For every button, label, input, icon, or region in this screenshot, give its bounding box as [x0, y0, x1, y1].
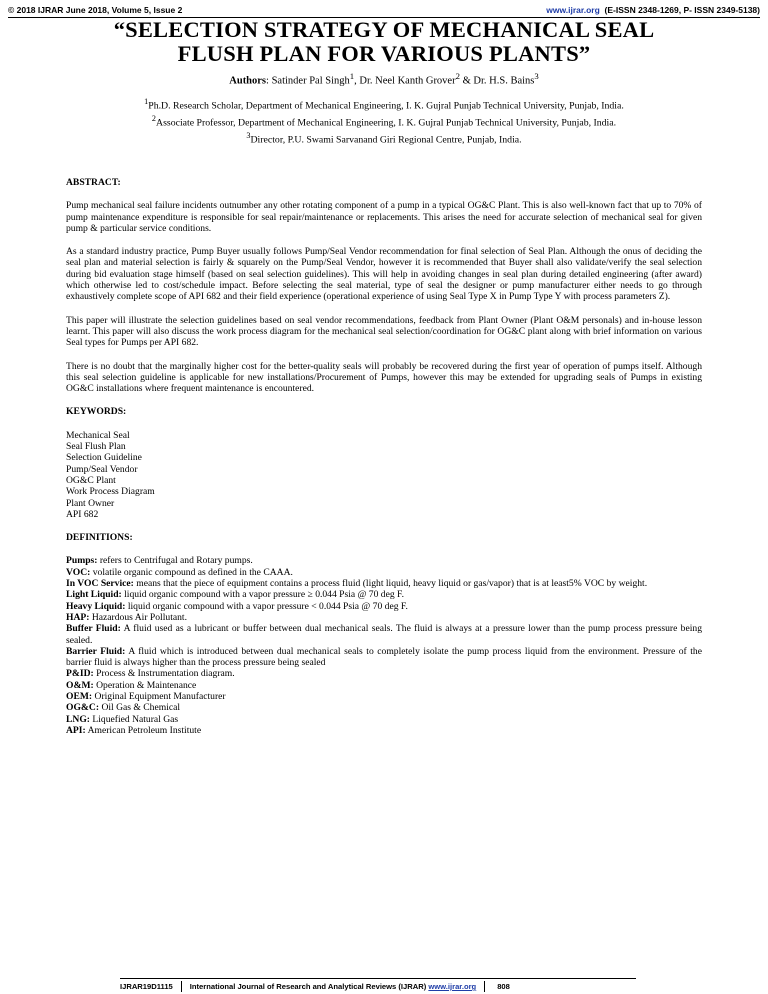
footer-journal: International Journal of Research and Analytical Reviews (IJRAR) — [189, 982, 427, 991]
affiliation-3: $^3$Director, P.U. Swami Sarvanand Giri Regional Centre, Punjab, India. — [246, 130, 522, 145]
definition-item: In VOC Service: means that the piece of equipment contains a process fluid (light liquid, heavy liquid or gas/vapor) that is at least5% VOC by weight. — [66, 578, 648, 590]
affiliations — [0, 96, 768, 146]
definition-item: VOC: volatile organic compound as defined in the CAAA. — [66, 566, 293, 578]
author-1: Satinder Pal Singh — [271, 75, 350, 87]
definition-item: OG&C: Oil Gas & Chemical — [66, 702, 181, 714]
abstract-heading: ABSTRACT: — [66, 177, 121, 188]
definition-item: Barrier Fluid: A fluid which is introduced between dual mechanical seals to completely isolate the pump process liquid from the environment. Pressure of the barrier fluid is always higher than the process pressure being sealed — [66, 645, 702, 669]
keyword-item: Mechanical Seal — [66, 429, 130, 441]
definition-item: P&ID: Process & Instrumentation diagram. — [66, 668, 235, 680]
paper-body — [66, 177, 702, 736]
title-line-1: “SELECTION STRATEGY OF MECHANICAL SEAL — [113, 17, 655, 42]
affiliation-2: $^2$Associate Professor, Department of Mechanical Engineering, I. K. Gujral Punjab Technical University, Punjab, India. — [151, 113, 617, 129]
footer-site-link[interactable]: www.ijrar.org — [428, 982, 477, 991]
keywords-list — [66, 430, 702, 520]
keyword-item: Selection Guideline — [66, 452, 142, 464]
author-3: Dr. H.S. Bains — [473, 75, 535, 87]
definition-item: O&M: Operation & Maintenance — [66, 679, 197, 691]
definition-item: API: American Petroleum Institute — [66, 724, 202, 736]
keyword-item: Plant Owner — [66, 497, 115, 509]
keyword-item: Seal Flush Plan — [66, 441, 126, 453]
header-issn: (E-ISSN 2348-1269, P- ISSN 2349-5138) — [604, 5, 760, 15]
footer-code: IJRAR19D1115 — [120, 982, 173, 991]
definitions-heading: DEFINITIONS: — [66, 532, 133, 544]
author-2: Dr. Neel Kanth Grover — [359, 75, 456, 87]
header-site-link[interactable]: www.ijrar.org — [546, 5, 600, 15]
header-right — [546, 5, 760, 15]
authors-label: Authors — [229, 75, 267, 87]
paper-title — [0, 18, 768, 66]
definition-item: OEM: Original Equipment Manufacturer — [66, 690, 226, 702]
footer-separator — [181, 981, 182, 992]
affiliation-1: $^1$Ph.D. Research Scholar, Department of Mechanical Engineering, I. K. Gujral Punjab Technical University, Punjab, India. — [144, 97, 624, 112]
keyword-item: Work Process Diagram — [66, 486, 155, 498]
keyword-item: API 682 — [66, 508, 99, 520]
definition-item: HAP: Hazardous Air Pollutant. — [66, 611, 187, 623]
definition-item: LNG: Liquefied Natural Gas — [66, 713, 179, 725]
abstract-paragraph-3: This paper will illustrate the selection guidelines based on seal vendor recommendations, feedback from Plant Owner (Plant O&M personals) and in-house lesson learnt. This paper will also discuss the work process diagram for the mechanical seal selection/coordination for OG&C plant along with brief information on various Seal types for Pumps per API 682. — [66, 314, 702, 349]
abstract-paragraph-4: There is no doubt that the marginally higher cost for the better-quality seals will probably be recovered during the first year of operation of pumps itself. Although this seal selection guideline is applicable for new installations/Procurement of Pumps, however this may be extended for upgrading seals of Pumps in existing OG&C installations where frequent maintenance is encountered. — [66, 360, 702, 395]
title-line-2: FLUSH PLAN FOR VARIOUS PLANTS” — [177, 41, 591, 66]
keyword-item: Pump/Seal Vendor — [66, 463, 138, 475]
keywords-heading: KEYWORDS: — [66, 406, 127, 418]
definitions-list — [66, 555, 702, 736]
definition-item: Light Liquid: liquid organic compound with a vapor pressure ≥ 0.044 Psia @ 70 deg F. — [66, 589, 405, 601]
header-left: © 2018 IJRAR June 2018, Volume 5, Issue 2 — [8, 5, 183, 15]
page-number: 808 — [497, 982, 510, 991]
definition-item: Pumps: refers to Centrifugal and Rotary pumps. — [66, 555, 253, 567]
authors: Authors: Satinder Pal Singh$^1$, Dr. Neel Kanth Grover$^2$ & Dr. H.S. Bains$^3$ — [229, 71, 539, 87]
definition-item: Heavy Liquid: liquid organic compound with a vapor pressure < 0.044 Psia @ 70 deg F. — [66, 600, 408, 612]
keyword-item: OG&C Plant — [66, 474, 116, 486]
page-footer — [120, 978, 636, 992]
abstract-paragraph-1: Pump mechanical seal failure incidents outnumber any other rotating component of a pump in a typical OG&C Plant. This is also well-known fact that up to 70% of pump maintenance expenditure is responsible for seal repair/maintenance or replacements. This arises the need for accurate selection of mechanical seal for given pump & particular service conditions. — [66, 200, 702, 234]
definition-item: Buffer Fluid: A fluid used as a lubricant or buffer between dual mechanical seals. The fluid is always at a pressure lower than the pump process pressure being sealed. — [66, 623, 702, 646]
page-header — [8, 5, 760, 15]
footer-separator — [484, 981, 485, 992]
abstract-paragraph-2: As a standard industry practice, Pump Buyer usually follows Pump/Seal Vendor recommendation for final selection of Seal Plan. Although the onus of deciding the seal plan and material selection is fairly & squarely on the Pump/Seal Vendor, however it is recommended that Buyer shall also validate/verify the seal selection during bid evaluation stage himself (based on seal selection guidelines). This will help in avoiding changes in seal plan during detailed engineering (after award) which otherwise led to cost/schedule impact. Before selecting the seal material, type of seal the designer or pump manufacturer either needs to go through exhaustively complete scope of API 682 and their field experience (operational experience of using Seal Type X in Pump Type Y with process parameters Z). — [66, 246, 702, 303]
